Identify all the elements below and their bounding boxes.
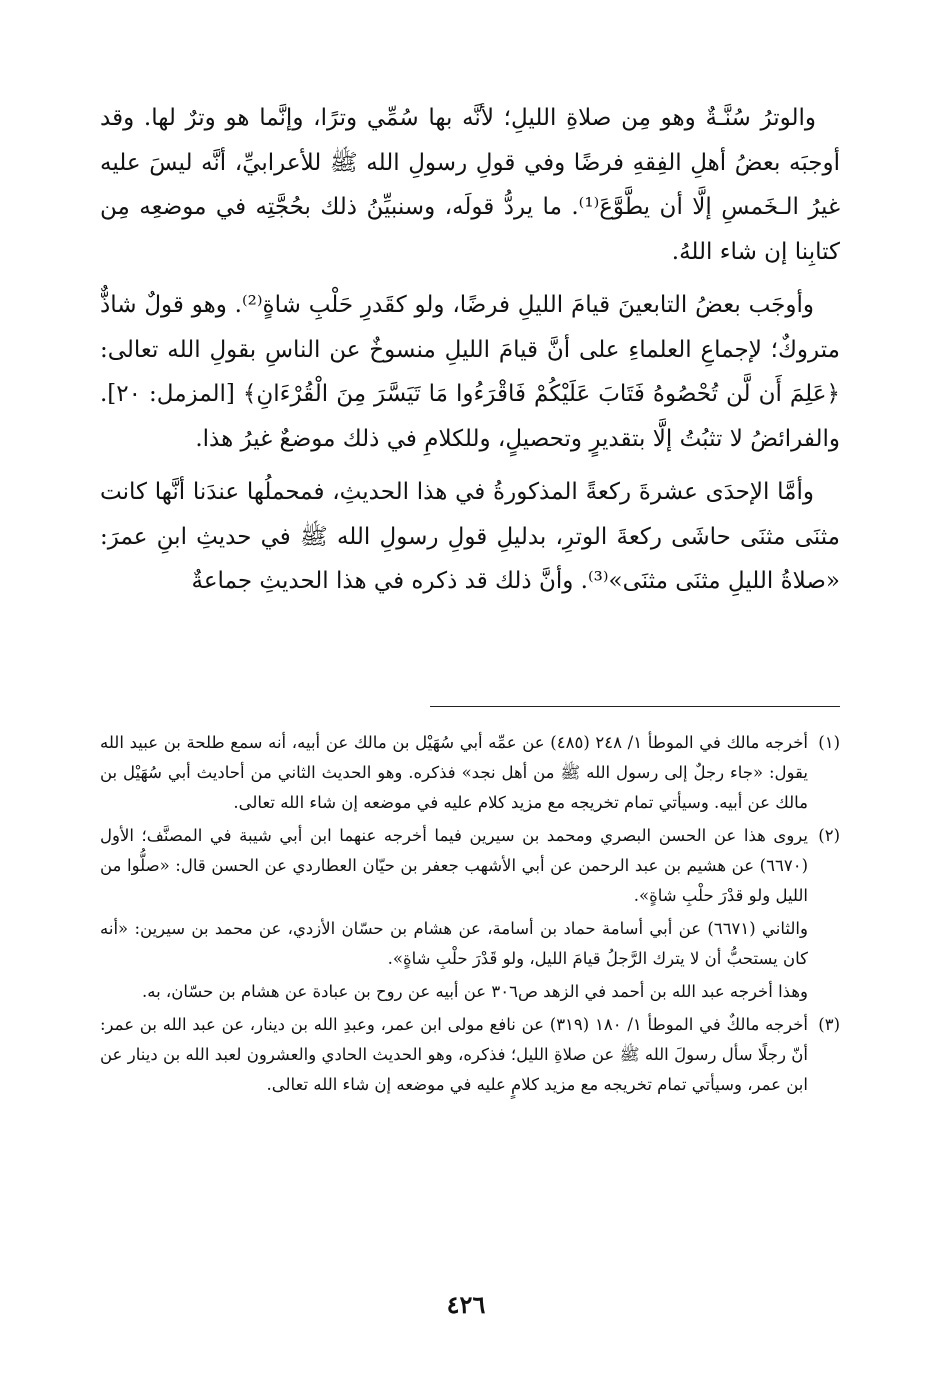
footnote-text: أخرجه مالكٌ في الموطأ ١/ ١٨٠ (٣١٩) عن نافع مولى ابن عمر، وعبدِ الله بن دينار، عن عبد الله بن عمر: أنّ رجلًا سأل رسولَ الله ﷺ عن صلاةِ الليل؛ فذكره، وهو الحديث الحادي والعشرون لعبد الله بن دينار عن ابن عمر، وسيأتي تمام تخريجه مع مزيد كلامٍ عليه في موضعه إن شاء الله تعالى.: [100, 1015, 809, 1094]
main-paragraph: وأوجَب بعضُ التابعينَ قيامَ الليلِ فرضًا، ولو كقَدرِ حَلْبِ شاةٍ⁽²⁾. وهو قولٌ شاذٌّ متروكٌ؛ لإجماعِ العلماءِ على أنَّ قيامَ الليلِ منسوخٌ عن الناسِ بقولِ الله تعالى: ﴿عَلِمَ أَن لَّن تُحْصُوهُ فَتَابَ عَلَيْكُمْ فَاقْرَءُوا مَا تَيَسَّرَ مِنَ الْقُرْءَانِ﴾ [المزمل: ٢٠]. والفرائضُ لا تثبُتُ إلَّا بتقديرٍ وتحصيلٍ، وللكلامِ في ذلك موضعٌ غيرُ هذا.: [100, 292, 840, 452]
footnote-number: (١): [818, 733, 840, 752]
footnote-2-continuation: والثاني (٦٦٧١) عن أبي أسامة حماد بن أسامة، عن هشام بن حسّان الأزدي، عن محمد بن سيرين: «أنه كان يستحبُّ أن لا يترك الرَّجلُ قيامَ الليل، ولو قَدْرَ حلْبِ شاةٍ».: [100, 919, 808, 968]
footnote-number: (٢): [818, 826, 840, 845]
footnote-3: [100, 1010, 840, 1100]
footnote-2: [100, 821, 840, 911]
main-paragraph: والوترُ سُنَّـةٌ وهو مِن صلاةِ الليلِ؛ لأنَّه بها سُمِّي وترًا، وإنَّما هو وترٌ لها. وقد أوجبَه بعضُ أهلِ الفِقهِ فرضًا وفي قولِ رسولِ الله ﷺ للأعرابيِّ، أنَّه ليسَ عليه غيرُ الـخَمسِ إلَّا أن يطَّوَّعَ⁽¹⁾. ما يردُّ قولَه، وسنبيِّنُ ذلك بحُجَّتِه في موضعِه مِن كتابِنا إن شاء اللهُ.: [100, 105, 840, 265]
main-paragraph: وأمَّا الإحدَى عشرةَ ركعةً المذكورةُ في هذا الحديثِ، فمحملُها عندَنا أنَّها كانت مثنَى مثنَى حاشَى ركعةَ الوترِ، بدليلِ قولِ رسولِ الله ﷺ في حديثِ ابنِ عمرَ: «صلاةُ الليلِ مثنَى مثنَى»⁽³⁾. وأنَّ ذلك قد ذكره في هذا الحديثِ جماعةٌ: [100, 479, 840, 594]
footnote-number: (٣): [818, 1015, 840, 1034]
page-number: ٤٢٦: [446, 1290, 486, 1319]
footnote-divider: [430, 706, 840, 707]
footnotes: [100, 728, 840, 1103]
main-text: [100, 96, 840, 613]
footnote-2-continuation: وهذا أخرجه عبد الله بن أحمد في الزهد ص٣٠٦ عن أبيه عن روح بن عبادة عن هشام بن حسّان، به.: [142, 982, 808, 1001]
footnote-text: يروى هذا عن الحسن البصري ومحمد بن سيرين فيما أخرجه عنهما ابن أبي شيبة في المصنَّف؛ الأول (٦٦٧٠) عن هشيم بن عبد الرحمن عن أبي الأشهب جعفر بن حيّان العطاردي عن الحسن قال: «صلُّوا من الليل ولو قدْرَ حلْبِ شاةٍ».: [100, 826, 808, 905]
footnote-text: أخرجه مالك في الموطأ ١/ ٢٤٨ (٤٨٥) عن عمِّه أبي سُهَيْل بن مالك عن أبيه، أنه سمع طلحة بن عبيد الله يقول: «جاء رجلٌ إلى رسول الله ﷺ من أهل نجد» فذكره. وهو الحديث الثاني من أحاديث أبي سُهَيْل بن مالك عن أبيه. وسيأتي تمام تخريجه مع مزيد كلام عليه في موضعه إن شاء الله تعالى.: [100, 733, 808, 812]
footnote-1: [100, 728, 840, 818]
